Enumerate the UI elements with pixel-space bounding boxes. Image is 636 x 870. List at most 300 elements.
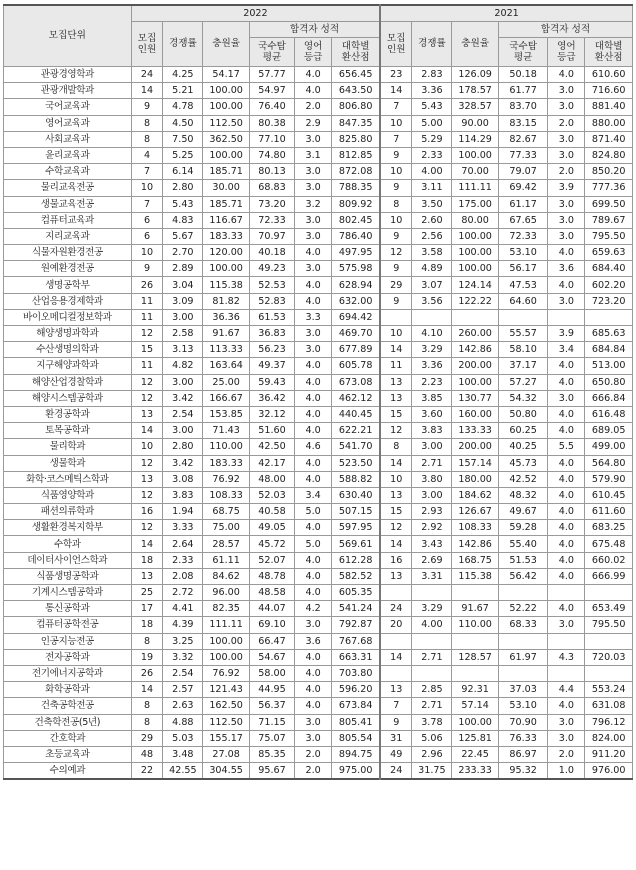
cell-dept: 식품영양학과 — [4, 487, 132, 503]
cell-fill-rate-2021: 100.00 — [452, 228, 498, 244]
table-row — [4, 212, 633, 228]
cell-avg-2021: 42.52 — [498, 471, 548, 487]
cell-score-2021: 789.67 — [585, 212, 633, 228]
cell-english-2022: 4.0 — [295, 520, 332, 536]
cell-score-2021: 685.63 — [585, 326, 633, 342]
table-row — [4, 390, 633, 406]
table-row — [4, 245, 633, 261]
cell-score-2021 — [585, 633, 633, 649]
cell-english-2022: 4.0 — [295, 665, 332, 681]
cell-avg-2021: 79.07 — [498, 164, 548, 180]
cell-avg-2021: 58.10 — [498, 342, 548, 358]
cell-english-2022: 3.0 — [295, 617, 332, 633]
cell-quota-2021: 23 — [380, 67, 412, 83]
cell-quota-2022: 26 — [131, 277, 163, 293]
cell-fill-rate-2022: 84.62 — [203, 568, 249, 584]
table-row — [4, 552, 633, 568]
cell-score-2021: 824.80 — [585, 147, 633, 163]
cell-score-2022: 663.31 — [332, 649, 381, 665]
table-row — [4, 730, 633, 746]
cell-quota-2022: 17 — [131, 601, 163, 617]
cell-avg-2021: 54.32 — [498, 390, 548, 406]
cell-fill-rate-2021: 178.57 — [452, 83, 498, 99]
cell-fill-rate-2022: 91.67 — [203, 326, 249, 342]
cell-dept: 식품생명공학과 — [4, 568, 132, 584]
cell-score-2021: 610.45 — [585, 487, 633, 503]
cell-avg-2022: 40.18 — [249, 245, 294, 261]
cell-avg-2021: 56.42 — [498, 568, 548, 584]
cell-score-2021: 850.20 — [585, 164, 633, 180]
cell-avg-2022: 36.42 — [249, 390, 294, 406]
cell-competition-2021: 2.23 — [412, 374, 452, 390]
cell-english-2022: 4.0 — [295, 67, 332, 83]
cell-competition-2021: 3.00 — [412, 487, 452, 503]
cell-avg-2022: 80.38 — [249, 115, 294, 131]
cell-score-2022: 825.80 — [332, 131, 381, 147]
cell-score-2021: 653.49 — [585, 601, 633, 617]
cell-quota-2021: 31 — [380, 730, 412, 746]
cell-score-2021: 675.48 — [585, 536, 633, 552]
cell-dept: 해양산업경찰학과 — [4, 374, 132, 390]
cell-english-2022: 5.0 — [295, 536, 332, 552]
cell-fill-rate-2021: 200.00 — [452, 439, 498, 455]
cell-english-2021: 4.0 — [548, 358, 585, 374]
cell-quota-2021: 14 — [380, 342, 412, 358]
cell-quota-2022: 11 — [131, 309, 163, 325]
cell-quota-2021: 7 — [380, 99, 412, 115]
cell-avg-2022: 59.43 — [249, 374, 294, 390]
cell-quota-2021: 9 — [380, 293, 412, 309]
table-row — [4, 228, 633, 244]
table-row — [4, 601, 633, 617]
table-row — [4, 487, 633, 503]
cell-avg-2021: 83.15 — [498, 115, 548, 131]
cell-dept: 수의예과 — [4, 763, 132, 780]
cell-competition-2021 — [412, 665, 452, 681]
cell-competition-2021: 3.29 — [412, 601, 452, 617]
cell-quota-2022: 10 — [131, 245, 163, 261]
cell-quota-2021: 12 — [380, 245, 412, 261]
cell-english-2021: 4.0 — [548, 536, 585, 552]
cell-score-2022: 788.35 — [332, 180, 381, 196]
cell-english-2021: 3.0 — [548, 131, 585, 147]
cell-quota-2021 — [380, 309, 412, 325]
cell-english-2021: 3.0 — [548, 617, 585, 633]
cell-dept: 원예환경전공 — [4, 261, 132, 277]
cell-fill-rate-2021: 100.00 — [452, 261, 498, 277]
cell-competition-2022: 4.83 — [163, 212, 203, 228]
cell-competition-2021: 5.29 — [412, 131, 452, 147]
cell-english-2022: 3.0 — [295, 228, 332, 244]
cell-score-2021: 553.24 — [585, 682, 633, 698]
cell-english-2022: 3.4 — [295, 487, 332, 503]
cell-score-2022: 507.15 — [332, 504, 381, 520]
cell-competition-2022: 5.67 — [163, 228, 203, 244]
cell-score-2021: 716.60 — [585, 83, 633, 99]
cell-dept: 생활환경복지학부 — [4, 520, 132, 536]
cell-competition-2021: 31.75 — [412, 763, 452, 780]
cell-competition-2021 — [412, 585, 452, 601]
cell-quota-2022: 12 — [131, 374, 163, 390]
cell-competition-2022: 3.13 — [163, 342, 203, 358]
cell-quota-2021: 10 — [380, 212, 412, 228]
cell-quota-2021: 8 — [380, 196, 412, 212]
cell-score-2021: 795.50 — [585, 228, 633, 244]
cell-competition-2021: 3.85 — [412, 390, 452, 406]
header-year-2021: 2021 — [380, 5, 632, 22]
cell-fill-rate-2021: 92.31 — [452, 682, 498, 698]
cell-avg-2021: 37.17 — [498, 358, 548, 374]
cell-fill-rate-2022: 100.00 — [203, 83, 249, 99]
cell-fill-rate-2022: 54.17 — [203, 67, 249, 83]
cell-competition-2022: 3.09 — [163, 293, 203, 309]
cell-fill-rate-2022: 76.92 — [203, 665, 249, 681]
cell-english-2022: 2.0 — [295, 99, 332, 115]
table-row — [4, 455, 633, 471]
cell-dept: 지리교육과 — [4, 228, 132, 244]
cell-english-2021: 3.0 — [548, 212, 585, 228]
cell-avg-2022: 73.20 — [249, 196, 294, 212]
cell-competition-2022: 6.14 — [163, 164, 203, 180]
cell-fill-rate-2022: 111.11 — [203, 617, 249, 633]
cell-fill-rate-2022: 304.55 — [203, 763, 249, 780]
cell-fill-rate-2021 — [452, 309, 498, 325]
cell-quota-2022: 13 — [131, 471, 163, 487]
header-quota-2021: 모집 인원 — [380, 22, 412, 67]
cell-avg-2022: 70.97 — [249, 228, 294, 244]
table-row — [4, 261, 633, 277]
cell-dept: 생물학과 — [4, 455, 132, 471]
cell-english-2022: 3.0 — [295, 212, 332, 228]
cell-avg-2022: 52.53 — [249, 277, 294, 293]
cell-english-2021 — [548, 633, 585, 649]
table-row — [4, 147, 633, 163]
cell-avg-2021: 56.17 — [498, 261, 548, 277]
cell-english-2022: 2.0 — [295, 746, 332, 762]
cell-score-2022: 632.00 — [332, 293, 381, 309]
cell-avg-2021: 76.33 — [498, 730, 548, 746]
cell-english-2021: 3.0 — [548, 196, 585, 212]
cell-competition-2022: 3.00 — [163, 309, 203, 325]
cell-english-2021: 4.0 — [548, 487, 585, 503]
cell-competition-2022: 3.42 — [163, 455, 203, 471]
cell-fill-rate-2021: 260.00 — [452, 326, 498, 342]
cell-competition-2022: 2.70 — [163, 245, 203, 261]
cell-dept: 통신공학과 — [4, 601, 132, 617]
cell-score-2021: 824.00 — [585, 730, 633, 746]
cell-quota-2022: 11 — [131, 293, 163, 309]
table-row — [4, 131, 633, 147]
cell-competition-2021: 3.83 — [412, 423, 452, 439]
cell-competition-2022: 3.48 — [163, 746, 203, 762]
cell-fill-rate-2021: 126.09 — [452, 67, 498, 83]
cell-quota-2021: 9 — [380, 714, 412, 730]
cell-english-2021: 4.0 — [548, 504, 585, 520]
cell-fill-rate-2022: 121.43 — [203, 682, 249, 698]
cell-competition-2021: 2.56 — [412, 228, 452, 244]
cell-score-2021: 683.25 — [585, 520, 633, 536]
table-row — [4, 374, 633, 390]
cell-fill-rate-2021: 233.33 — [452, 763, 498, 780]
cell-quota-2021: 7 — [380, 698, 412, 714]
cell-score-2022: 612.28 — [332, 552, 381, 568]
cell-quota-2022: 26 — [131, 665, 163, 681]
cell-fill-rate-2022: 362.50 — [203, 131, 249, 147]
cell-dept: 수학교육과 — [4, 164, 132, 180]
cell-quota-2022: 8 — [131, 714, 163, 730]
cell-avg-2022: 77.10 — [249, 131, 294, 147]
cell-english-2022: 4.0 — [295, 649, 332, 665]
table-row — [4, 714, 633, 730]
cell-avg-2021: 51.53 — [498, 552, 548, 568]
cell-english-2022: 4.0 — [295, 374, 332, 390]
cell-english-2022: 4.0 — [295, 390, 332, 406]
cell-score-2022: 628.94 — [332, 277, 381, 293]
cell-competition-2022: 2.54 — [163, 665, 203, 681]
cell-fill-rate-2022: 112.50 — [203, 714, 249, 730]
cell-avg-2021: 59.28 — [498, 520, 548, 536]
cell-score-2022: 622.21 — [332, 423, 381, 439]
cell-dept: 인공지능전공 — [4, 633, 132, 649]
cell-english-2021: 3.0 — [548, 390, 585, 406]
cell-dept: 간호학과 — [4, 730, 132, 746]
cell-fill-rate-2021: 70.00 — [452, 164, 498, 180]
cell-competition-2021: 2.93 — [412, 504, 452, 520]
cell-fill-rate-2022: 76.92 — [203, 471, 249, 487]
cell-quota-2022: 12 — [131, 520, 163, 536]
table-row — [4, 277, 633, 293]
cell-avg-2021: 70.90 — [498, 714, 548, 730]
cell-english-2021: 3.0 — [548, 147, 585, 163]
cell-fill-rate-2022: 108.33 — [203, 487, 249, 503]
cell-competition-2022: 2.80 — [163, 180, 203, 196]
cell-score-2022: 462.12 — [332, 390, 381, 406]
cell-competition-2021: 3.58 — [412, 245, 452, 261]
cell-avg-2022: 57.77 — [249, 67, 294, 83]
cell-fill-rate-2021: 114.29 — [452, 131, 498, 147]
cell-english-2022: 4.2 — [295, 601, 332, 617]
cell-quota-2021: 13 — [380, 487, 412, 503]
cell-dept: 관광개발학과 — [4, 83, 132, 99]
table-row — [4, 665, 633, 681]
cell-competition-2021: 2.92 — [412, 520, 452, 536]
cell-avg-2022: 36.83 — [249, 326, 294, 342]
cell-quota-2021: 29 — [380, 277, 412, 293]
cell-avg-2021: 53.10 — [498, 245, 548, 261]
cell-quota-2021: 14 — [380, 536, 412, 552]
cell-fill-rate-2021: 111.11 — [452, 180, 498, 196]
cell-score-2021: 610.60 — [585, 67, 633, 83]
cell-competition-2022: 4.41 — [163, 601, 203, 617]
cell-score-2022: 656.45 — [332, 67, 381, 83]
cell-dept: 바이오메디컬정보학과 — [4, 309, 132, 325]
cell-english-2022: 4.0 — [295, 682, 332, 698]
cell-fill-rate-2022: 27.08 — [203, 746, 249, 762]
cell-dept: 데이터사이언스학과 — [4, 552, 132, 568]
cell-fill-rate-2021: 125.81 — [452, 730, 498, 746]
cell-english-2021: 4.0 — [548, 552, 585, 568]
table-row — [4, 196, 633, 212]
cell-quota-2022: 19 — [131, 649, 163, 665]
cell-fill-rate-2021: 100.00 — [452, 714, 498, 730]
cell-quota-2022: 15 — [131, 342, 163, 358]
cell-score-2021 — [585, 665, 633, 681]
cell-avg-2022: 56.37 — [249, 698, 294, 714]
cell-competition-2021: 5.06 — [412, 730, 452, 746]
cell-english-2022: 3.2 — [295, 196, 332, 212]
cell-fill-rate-2021: 100.00 — [452, 245, 498, 261]
cell-avg-2021: 50.18 — [498, 67, 548, 83]
cell-fill-rate-2022: 30.00 — [203, 180, 249, 196]
table-row — [4, 180, 633, 196]
cell-competition-2021: 4.89 — [412, 261, 452, 277]
cell-dept: 국어교육과 — [4, 99, 132, 115]
header-score-2021: 대학별 환산점 — [585, 38, 633, 67]
cell-avg-2021: 53.10 — [498, 698, 548, 714]
cell-quota-2022: 7 — [131, 196, 163, 212]
table-row — [4, 423, 633, 439]
header-year-2022: 2022 — [131, 5, 380, 22]
cell-dept: 건축공학전공 — [4, 698, 132, 714]
cell-fill-rate-2022: 81.82 — [203, 293, 249, 309]
cell-score-2021: 871.40 — [585, 131, 633, 147]
cell-competition-2021: 2.69 — [412, 552, 452, 568]
cell-avg-2021: 45.73 — [498, 455, 548, 471]
cell-score-2022: 805.54 — [332, 730, 381, 746]
cell-avg-2022: 49.05 — [249, 520, 294, 536]
cell-dept: 토목공학과 — [4, 423, 132, 439]
cell-english-2021: 4.0 — [548, 455, 585, 471]
cell-quota-2022: 10 — [131, 180, 163, 196]
cell-avg-2022: 76.40 — [249, 99, 294, 115]
cell-avg-2021: 68.33 — [498, 617, 548, 633]
cell-competition-2022: 3.25 — [163, 633, 203, 649]
cell-avg-2022: 54.97 — [249, 83, 294, 99]
cell-score-2021: 689.05 — [585, 423, 633, 439]
cell-score-2022: 809.92 — [332, 196, 381, 212]
cell-competition-2021: 3.43 — [412, 536, 452, 552]
cell-dept: 초등교육과 — [4, 746, 132, 762]
cell-english-2021: 4.0 — [548, 568, 585, 584]
cell-english-2022: 4.0 — [295, 277, 332, 293]
cell-avg-2021: 67.65 — [498, 212, 548, 228]
cell-avg-2022: 71.15 — [249, 714, 294, 730]
cell-english-2022: 4.0 — [295, 585, 332, 601]
cell-quota-2022: 48 — [131, 746, 163, 762]
cell-quota-2022: 24 — [131, 67, 163, 83]
cell-avg-2022: 49.37 — [249, 358, 294, 374]
cell-competition-2021: 3.78 — [412, 714, 452, 730]
cell-english-2022: 3.0 — [295, 164, 332, 180]
cell-english-2022: 5.0 — [295, 504, 332, 520]
cell-avg-2021: 69.42 — [498, 180, 548, 196]
cell-dept: 전기에너지공학과 — [4, 665, 132, 681]
cell-english-2021: 4.0 — [548, 245, 585, 261]
cell-avg-2021 — [498, 585, 548, 601]
cell-avg-2022: 45.72 — [249, 536, 294, 552]
cell-avg-2021: 77.33 — [498, 147, 548, 163]
cell-avg-2021: 82.67 — [498, 131, 548, 147]
cell-quota-2022: 12 — [131, 390, 163, 406]
cell-score-2022: 812.85 — [332, 147, 381, 163]
cell-score-2022: 805.41 — [332, 714, 381, 730]
cell-competition-2022: 7.50 — [163, 131, 203, 147]
cell-fill-rate-2021: 90.00 — [452, 115, 498, 131]
table-row — [4, 682, 633, 698]
cell-fill-rate-2022: 116.67 — [203, 212, 249, 228]
cell-quota-2022: 13 — [131, 406, 163, 422]
table-row — [4, 309, 633, 325]
cell-avg-2021: 64.60 — [498, 293, 548, 309]
cell-score-2022: 767.68 — [332, 633, 381, 649]
cell-fill-rate-2021: 175.00 — [452, 196, 498, 212]
cell-english-2021: 4.4 — [548, 682, 585, 698]
cell-score-2021: 579.90 — [585, 471, 633, 487]
cell-english-2022: 3.0 — [295, 180, 332, 196]
cell-quota-2022: 25 — [131, 585, 163, 601]
cell-english-2021: 2.0 — [548, 746, 585, 762]
cell-avg-2022: 42.17 — [249, 455, 294, 471]
cell-score-2021: 796.12 — [585, 714, 633, 730]
cell-score-2021 — [585, 585, 633, 601]
header-competition-2021: 경쟁률 — [412, 22, 452, 67]
cell-quota-2021: 9 — [380, 147, 412, 163]
cell-quota-2021: 13 — [380, 682, 412, 698]
cell-competition-2021: 3.00 — [412, 439, 452, 455]
cell-fill-rate-2022: 100.00 — [203, 99, 249, 115]
cell-quota-2021: 16 — [380, 552, 412, 568]
cell-avg-2022: 44.07 — [249, 601, 294, 617]
cell-dept: 수학과 — [4, 536, 132, 552]
cell-quota-2021: 10 — [380, 471, 412, 487]
cell-competition-2022: 4.25 — [163, 67, 203, 83]
cell-competition-2021: 4.00 — [412, 617, 452, 633]
cell-english-2022: 2.0 — [295, 763, 332, 780]
cell-dept: 사회교육과 — [4, 131, 132, 147]
cell-dept: 생물교육전공 — [4, 196, 132, 212]
cell-score-2022: 575.98 — [332, 261, 381, 277]
cell-english-2022: 4.0 — [295, 552, 332, 568]
cell-competition-2022: 2.63 — [163, 698, 203, 714]
header-english-2022: 영어 등급 — [295, 38, 332, 67]
cell-score-2021: 513.00 — [585, 358, 633, 374]
cell-dept: 해양시스템공학과 — [4, 390, 132, 406]
cell-fill-rate-2021: 184.62 — [452, 487, 498, 503]
cell-score-2021: 631.08 — [585, 698, 633, 714]
cell-score-2022: 847.35 — [332, 115, 381, 131]
cell-competition-2022: 2.33 — [163, 552, 203, 568]
table-row — [4, 746, 633, 762]
cell-quota-2021: 13 — [380, 568, 412, 584]
cell-competition-2021: 2.71 — [412, 649, 452, 665]
admission-results-table — [3, 4, 633, 780]
cell-fill-rate-2022: 185.71 — [203, 164, 249, 180]
cell-avg-2022: 61.53 — [249, 309, 294, 325]
cell-dept: 물리교육전공 — [4, 180, 132, 196]
cell-avg-2021: 72.33 — [498, 228, 548, 244]
cell-competition-2022: 4.82 — [163, 358, 203, 374]
cell-fill-rate-2021: 22.45 — [452, 746, 498, 762]
cell-score-2022: 806.80 — [332, 99, 381, 115]
cell-fill-rate-2021: 110.00 — [452, 617, 498, 633]
cell-competition-2022: 2.72 — [163, 585, 203, 601]
cell-fill-rate-2022: 36.36 — [203, 309, 249, 325]
cell-english-2021: 3.0 — [548, 228, 585, 244]
cell-fill-rate-2021: 168.75 — [452, 552, 498, 568]
header-avg-2021: 국수탐 평균 — [498, 38, 548, 67]
cell-fill-rate-2021: 128.57 — [452, 649, 498, 665]
cell-quota-2021: 8 — [380, 439, 412, 455]
